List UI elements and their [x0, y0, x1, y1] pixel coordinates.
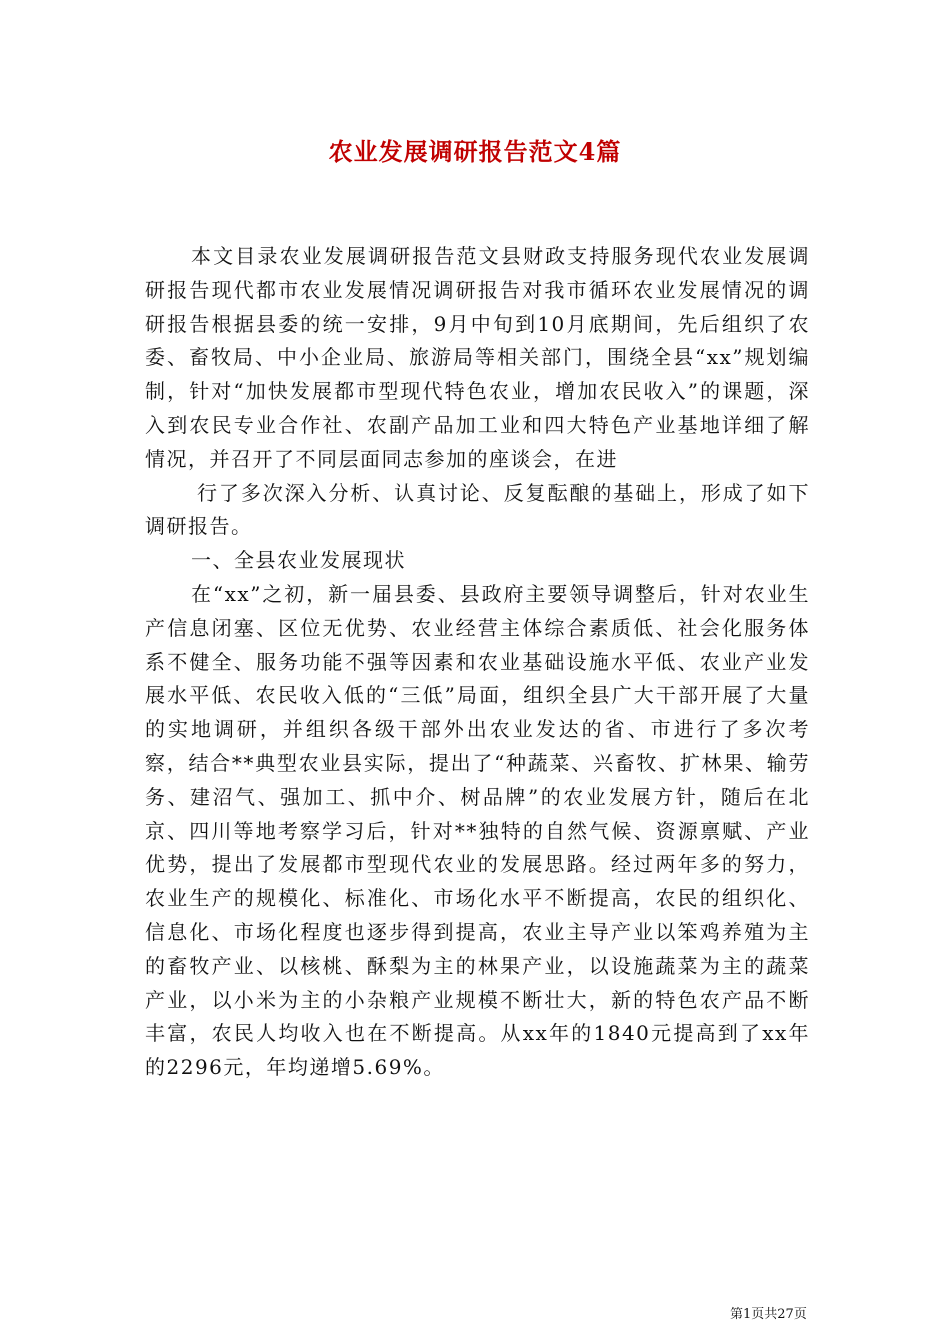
paragraph-intro: 本文目录农业发展调研报告范文县财政支持服务现代农业发展调研报告现代都市农业发展情况调研报告对我市循环农业发展情况的调研报告根据县委的统一安排，9月中旬到10月底期间，先后组织了农委、畜牧局、中小企业局、旅游局等相关部门，围绕全县“xx”规划编制，针对“加快发展都市型现代特色农业，增加农民收入”的课题，深入到农民专业合作社、农副产品加工业和四大特色产业基地详细了解情况，并召开了不同层面同志参加的座谈会，在进 — [145, 244, 810, 471]
paragraph-continuation: 行了多次深入分析、认真讨论、反复酝酿的基础上，形成了如下调研报告。 — [145, 480, 810, 539]
document-title: 农业发展调研报告范文4篇 — [328, 137, 622, 166]
document-body — [145, 240, 810, 1085]
section-heading: 一、全县农业发展现状 — [191, 548, 406, 573]
page-number: 第1页共27页 — [730, 1307, 807, 1322]
paragraph-status: 在“xx”之初，新一届县委、县政府主要领导调整后，针对农业生产信息闭塞、区位无优势、农业经营主体综合素质低、社会化服务体系不健全、服务功能不强等因素和农业基础设施水平低、农业产业发展水平低、农民收入低的“三低”局面，组织全县广大干部开展了大量的实地调研，并组织各级干部外出农业发达的省、市进行了多次考察，结合**典型农业县实际，提出了“种蔬菜、兴畜牧、扩林果、输劳务、建沼气、强加工、抓中介、树品牌”的农业发展方针，随后在北京、四川等地考察学习后，针对**独特的自然气候、资源禀赋、产业优势，提出了发展都市型现代农业的发展思路。经过两年多的努力，农业生产的规模化、标准化、市场化水平不断提高，农民的组织化、信息化、市场化程度也逐步得到提高，农业主导产业以笨鸡养殖为主的畜牧产业、以核桃、酥梨为主的林果产业，以设施蔬菜为主的蔬菜产业，以小米为主的小杂粮产业规模不断壮大，新的特色农产品不断丰富，农民人均收入也在不断提高。从xx年的1840元提高到了xx年的2296元，年均递增5.69%。 — [145, 581, 810, 1080]
